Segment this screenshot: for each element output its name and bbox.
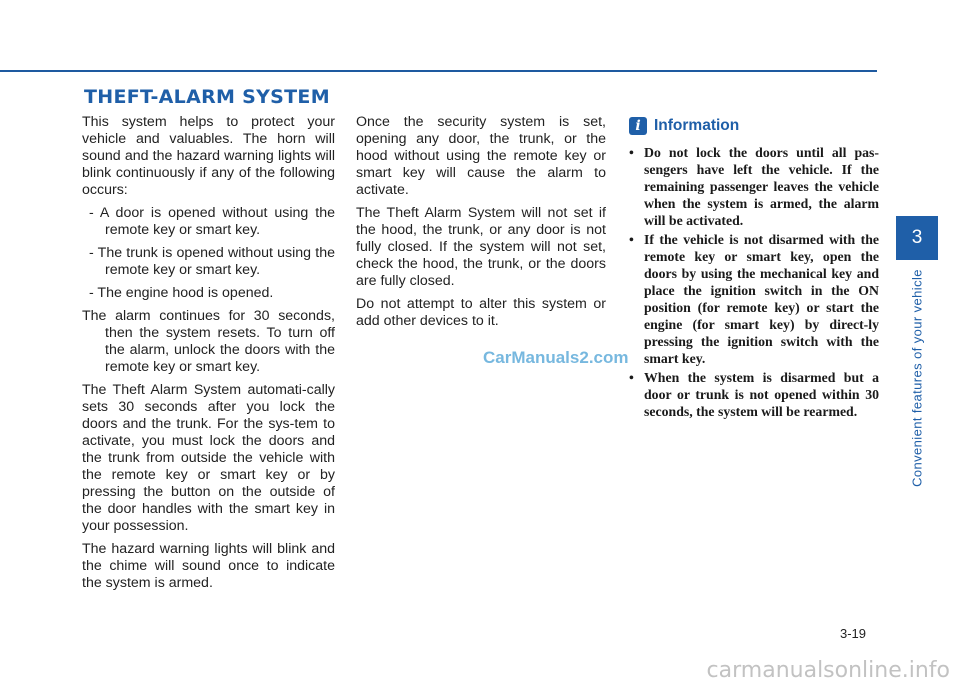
chapter-title-vertical: Convenient features of your vehicle — [909, 269, 925, 487]
information-box — [629, 116, 879, 422]
auto-set-paragraph: The Theft Alarm System automati-cally sets 30 seconds after you lock the doors and the trunk. For the sys-tem to activate, you must lock the doors and the trunk from outside the vehicle with the remote key or smart key or by pressing the button on the outside of the door handles with the smart key in your possession. — [82, 382, 335, 534]
list-item: • When the system is disarmed but a door or trunk is not opened within 30 seconds, the system will be rearmed. — [629, 370, 879, 419]
information-title: Information — [654, 117, 740, 134]
bullet: • — [629, 232, 634, 247]
chapter-tab: 3 — [896, 216, 938, 260]
information-icon: i — [629, 117, 647, 135]
security-set-paragraph: Once the security system is set, opening any door, the trunk, or the hood without using the remote key or smart key will cause the alarm to activate. — [356, 114, 606, 198]
list-item: - The engine hood is opened. — [89, 285, 274, 301]
column-2 — [356, 114, 606, 336]
armed-indication-paragraph: The hazard warning lights will blink and the chime will sound once to indicate the system is armed. — [82, 541, 335, 591]
information-header — [629, 116, 879, 136]
information-list — [629, 144, 879, 420]
page-number: 3-19 — [840, 626, 867, 641]
intro-paragraph: This system helps to protect your vehicle and valuables. The horn will sound and the hazard warning lights will blink continuously if any of the following occurs: — [82, 114, 335, 198]
watermark-link[interactable]: CarManuals2.com — [483, 348, 629, 367]
watermark-bottom: carmanualsonline.info — [706, 658, 950, 683]
do-not-alter-paragraph: Do not attempt to alter this system or add other devices to it. — [356, 296, 606, 329]
page-title: THEFT-ALARM SYSTEM — [84, 86, 330, 108]
bullet: • — [629, 145, 634, 160]
top-rule — [0, 70, 877, 72]
alarm-duration-paragraph: The alarm continues for 30 seconds, then the system resets. To turn off the alarm, unlock the doors with the remote key or smart key. — [82, 308, 335, 375]
column-1 — [82, 114, 335, 598]
list-item: • Do not lock the doors until all pas-sengers have left the vehicle. If the remaining passenger leaves the vehicle when the system is armed, the alarm will be activated. — [629, 145, 879, 228]
list-item: - A door is opened without using the remote key or smart key. — [89, 205, 335, 238]
list-item: - The trunk is opened without using the remote key or smart key. — [89, 245, 335, 278]
not-set-paragraph: The Theft Alarm System will not set if the hood, the trunk, or any door is not fully closed. If the system will not set, check the hood, the trunk, or the doors are fully closed. — [356, 205, 606, 289]
bullet: • — [629, 370, 634, 385]
list-item: • If the vehicle is not disarmed with the remote key or smart key, open the doors by using the mechanical key and place the ignition switch in the ON position (for remote key) or start the engine (for smart key) by direct-ly pressing the ignition switch with the smart key. — [629, 232, 879, 366]
